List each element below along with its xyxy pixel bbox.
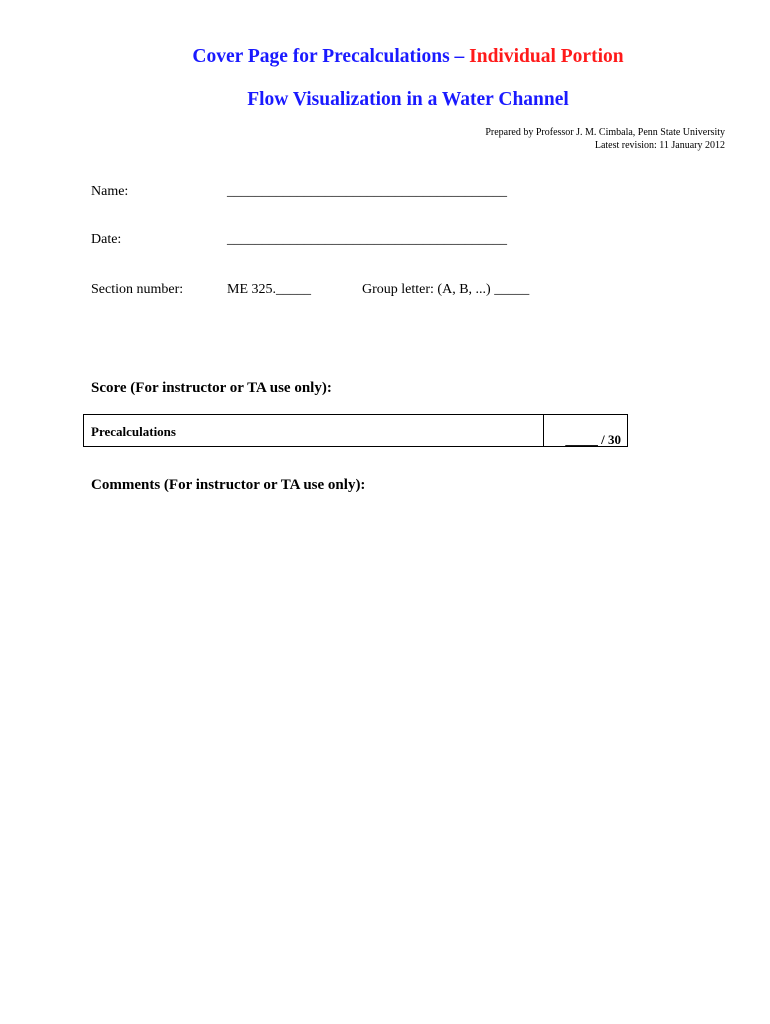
section-number-field[interactable]: ME 325._____ bbox=[227, 282, 311, 297]
page-title bbox=[0, 46, 770, 68]
date-label: Date: bbox=[91, 232, 122, 247]
credit-block bbox=[485, 127, 725, 152]
date-field[interactable]: ________________________________________ bbox=[227, 232, 507, 247]
name-label: Name: bbox=[91, 184, 129, 199]
name-field[interactable]: ________________________________________ bbox=[227, 184, 507, 199]
score-table bbox=[83, 414, 628, 447]
comments-heading: Comments (For instructor or TA use only): bbox=[91, 477, 366, 493]
precalculations-score-field[interactable]: _____ / 30 bbox=[565, 432, 621, 447]
title-main: Cover Page for Precalculations – bbox=[192, 46, 470, 67]
score-heading: Score (For instructor or TA use only): bbox=[91, 380, 332, 396]
title-highlight: Individual Portion bbox=[469, 46, 624, 67]
section-number-label: Section number: bbox=[91, 282, 184, 297]
score-table-divider bbox=[543, 415, 544, 446]
precalculations-label: Precalculations bbox=[91, 424, 176, 439]
group-letter-field[interactable]: Group letter: (A, B, ...) _____ bbox=[362, 282, 530, 297]
page-subtitle: Flow Visualization in a Water Channel bbox=[247, 89, 569, 110]
credit-author: Prepared by Professor J. M. Cimbala, Penn State University bbox=[485, 127, 725, 138]
credit-revision: Latest revision: 11 January 2012 bbox=[594, 139, 725, 151]
